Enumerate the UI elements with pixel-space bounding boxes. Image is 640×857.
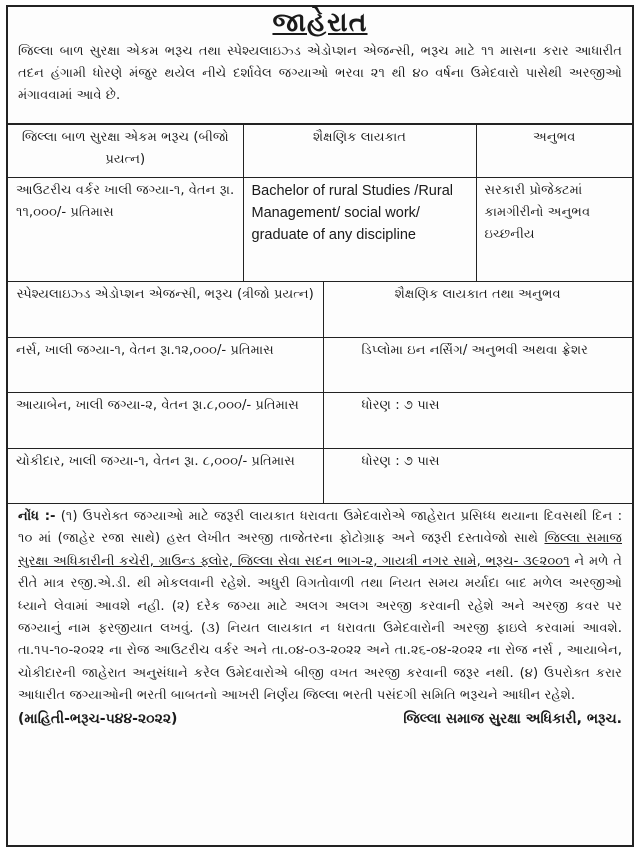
table2-header-post: સ્પેશ્યલાઇઝ્ડ એડોપ્શન એજન્સી, ભરૂચ (ત્રીજો પ્રયત્ન) bbox=[8, 282, 323, 338]
table1-header-experience: અનુભવ bbox=[476, 125, 632, 177]
adoption-agency-table bbox=[8, 282, 632, 505]
office-address: જિલ્લા સમાજ સુરક્ષા અધિકારીની કચેરી, ગ્રાઉન્ડ ફ્લોર, જિલ્લા સેવા સદન ભાગ-૨, ગાયત્રી નગર સામે, ભરૂચ- ૩૯૨૦૦૧ bbox=[18, 531, 623, 569]
note-part1: (૧) ઉપરોક્ત જગ્યાઓ માટે જરૂરી લાયકાત ધરાવતા ઉમેદવારોએ જાહેરાત પ્રસિધ્ધ થયાના દિવસથી દિન : ૧૦ માં (જાહેર રજા સાથે) હસ્ત લેખીત અરજી તાજેતરના ફોટોગ્રાફ અને જરૂરી દસ્તાવેજો સાથે bbox=[18, 509, 623, 547]
table-row bbox=[8, 338, 632, 393]
issuing-authority: જિલ્લા સમાજ સુરક્ષા અધિકારી, ભરૂચ. bbox=[403, 710, 622, 727]
table2-post-cell: નર્સ, ખાલી જગ્યા-૧, વેતન રૂા.૧૨,૦૦૦/- પ્રતિમાસ bbox=[8, 338, 323, 393]
note-part2: ને મળે તે રીતે માત્ર રજી.એ.ડી. થી મોકલવાની રહેશે. અધુરી વિગતોવાળી તથા નિયત સમય મર્યાદા બાદ મળેલ અરજીઓ ધ્યાને લેવામાં આવશે નહી. (૨) દરેક જગ્યા માટે અલગ અલગ અરજી કરવાની રહેશે અને અરજી કવર પર જગ્યાનું નામ ફરજીયાત લખવું. (૩) નિયત લાયકાત ન ધરાવતા ઉમેદવારોની અરજી ફાઇલે કરવામાં આવશે. તા.૧૫-૧૦-૨૦૨૨ ના રોજ આઉટરીચ વર્કર અને તા.૦૪-૦૩-૨૦૨૨ અને તા.૨૬-૦૪-૨૦૨૨ ના રોજ નર્સ , આયાબેન, ચોકીદારની જાહેરાત અનુસંધાને કરેલ ઉમેદવારોએ બીજી વખત અરજી કરવાની જરૂર નથી. (૪) ઉપરોક્ત કરાર આધારીત જગ્યાઓની ભરતી બાબતનો આખરી નિર્ણય જિલ્લા ભરતી પસંદગી સમિતિ ભરૂચને આધીન રહેશે. bbox=[18, 553, 622, 704]
notes-paragraph bbox=[8, 504, 632, 708]
advertisement bbox=[6, 5, 634, 847]
table2-post-cell: ચોકીદાર, ખાલી જગ્યા-૧, વેતન રૂા. ૮,૦૦૦/- પ્રતિમાસ bbox=[8, 449, 323, 504]
child-protection-table bbox=[8, 125, 632, 282]
table1-header-qualification: શૈક્ષણિક લાયકાત bbox=[243, 125, 476, 177]
table1-header-post: જિલ્લા બાળ સુરક્ષા એકમ ભરૂચ (બીજો પ્રયત્ન) bbox=[8, 125, 243, 177]
table2-requirement-cell: ધોરણ : ૭ પાસ bbox=[323, 393, 632, 449]
table2-requirement-cell: ડિપ્લોમા ઇન નર્સિંગ/ અનુભવી અથવા ફ્રેશર bbox=[323, 338, 632, 393]
table-row bbox=[8, 449, 632, 504]
table1-experience-cell: સરકારી પ્રોજેક્ટમાં કામગીરીનો અનુભવ ઇચ્છનીય bbox=[476, 177, 632, 281]
page-title: જાહેરાત bbox=[272, 7, 368, 38]
table2-requirement-cell: ધોરણ : ૭ પાસ bbox=[323, 449, 632, 504]
note-label: નોંધ :- bbox=[18, 509, 56, 524]
table2-header-requirement: શૈક્ષણિક લાયકાત તથા અનુભવ bbox=[323, 282, 632, 338]
table1-qualification-cell: Bachelor of rural Studies /Rural Management/ social work/ graduate of any discipline bbox=[243, 177, 476, 281]
table1-post-cell: આઉટરીચ વર્કર ખાલી જગ્યા-૧, વેતન રૂા. ૧૧,૦૦૦/- પ્રતિમાસ bbox=[8, 177, 243, 281]
intro-paragraph: જિલ્લા બાળ સુરક્ષા એકમ ભરૂચ તથા સ્પેશ્યલાઇઝ્ડ એડોપ્શન એજન્સી, ભરૂચ માટે ૧૧ માસના કરાર આધારીત તદન હંગામી ધોરણે મંજુર થયેલ નીચે દર્શાવેલ જગ્યાઓ ભરવા ૨૧ થી ૪૦ વર્ષના ઉમેદવારો પાસેથી અરજીઓ મંગાવવામાં આવે છે. bbox=[8, 41, 632, 125]
footer bbox=[8, 708, 632, 730]
table-row bbox=[8, 393, 632, 449]
reference-number: (માહિતી-ભરૂચ-૫૪૪-૨૦૨૨) bbox=[18, 710, 178, 727]
table2-post-cell: આયાબેન, ખાલી જગ્યા-૨, વેતન રૂા.૮,૦૦૦/- પ્રતિમાસ bbox=[8, 393, 323, 449]
